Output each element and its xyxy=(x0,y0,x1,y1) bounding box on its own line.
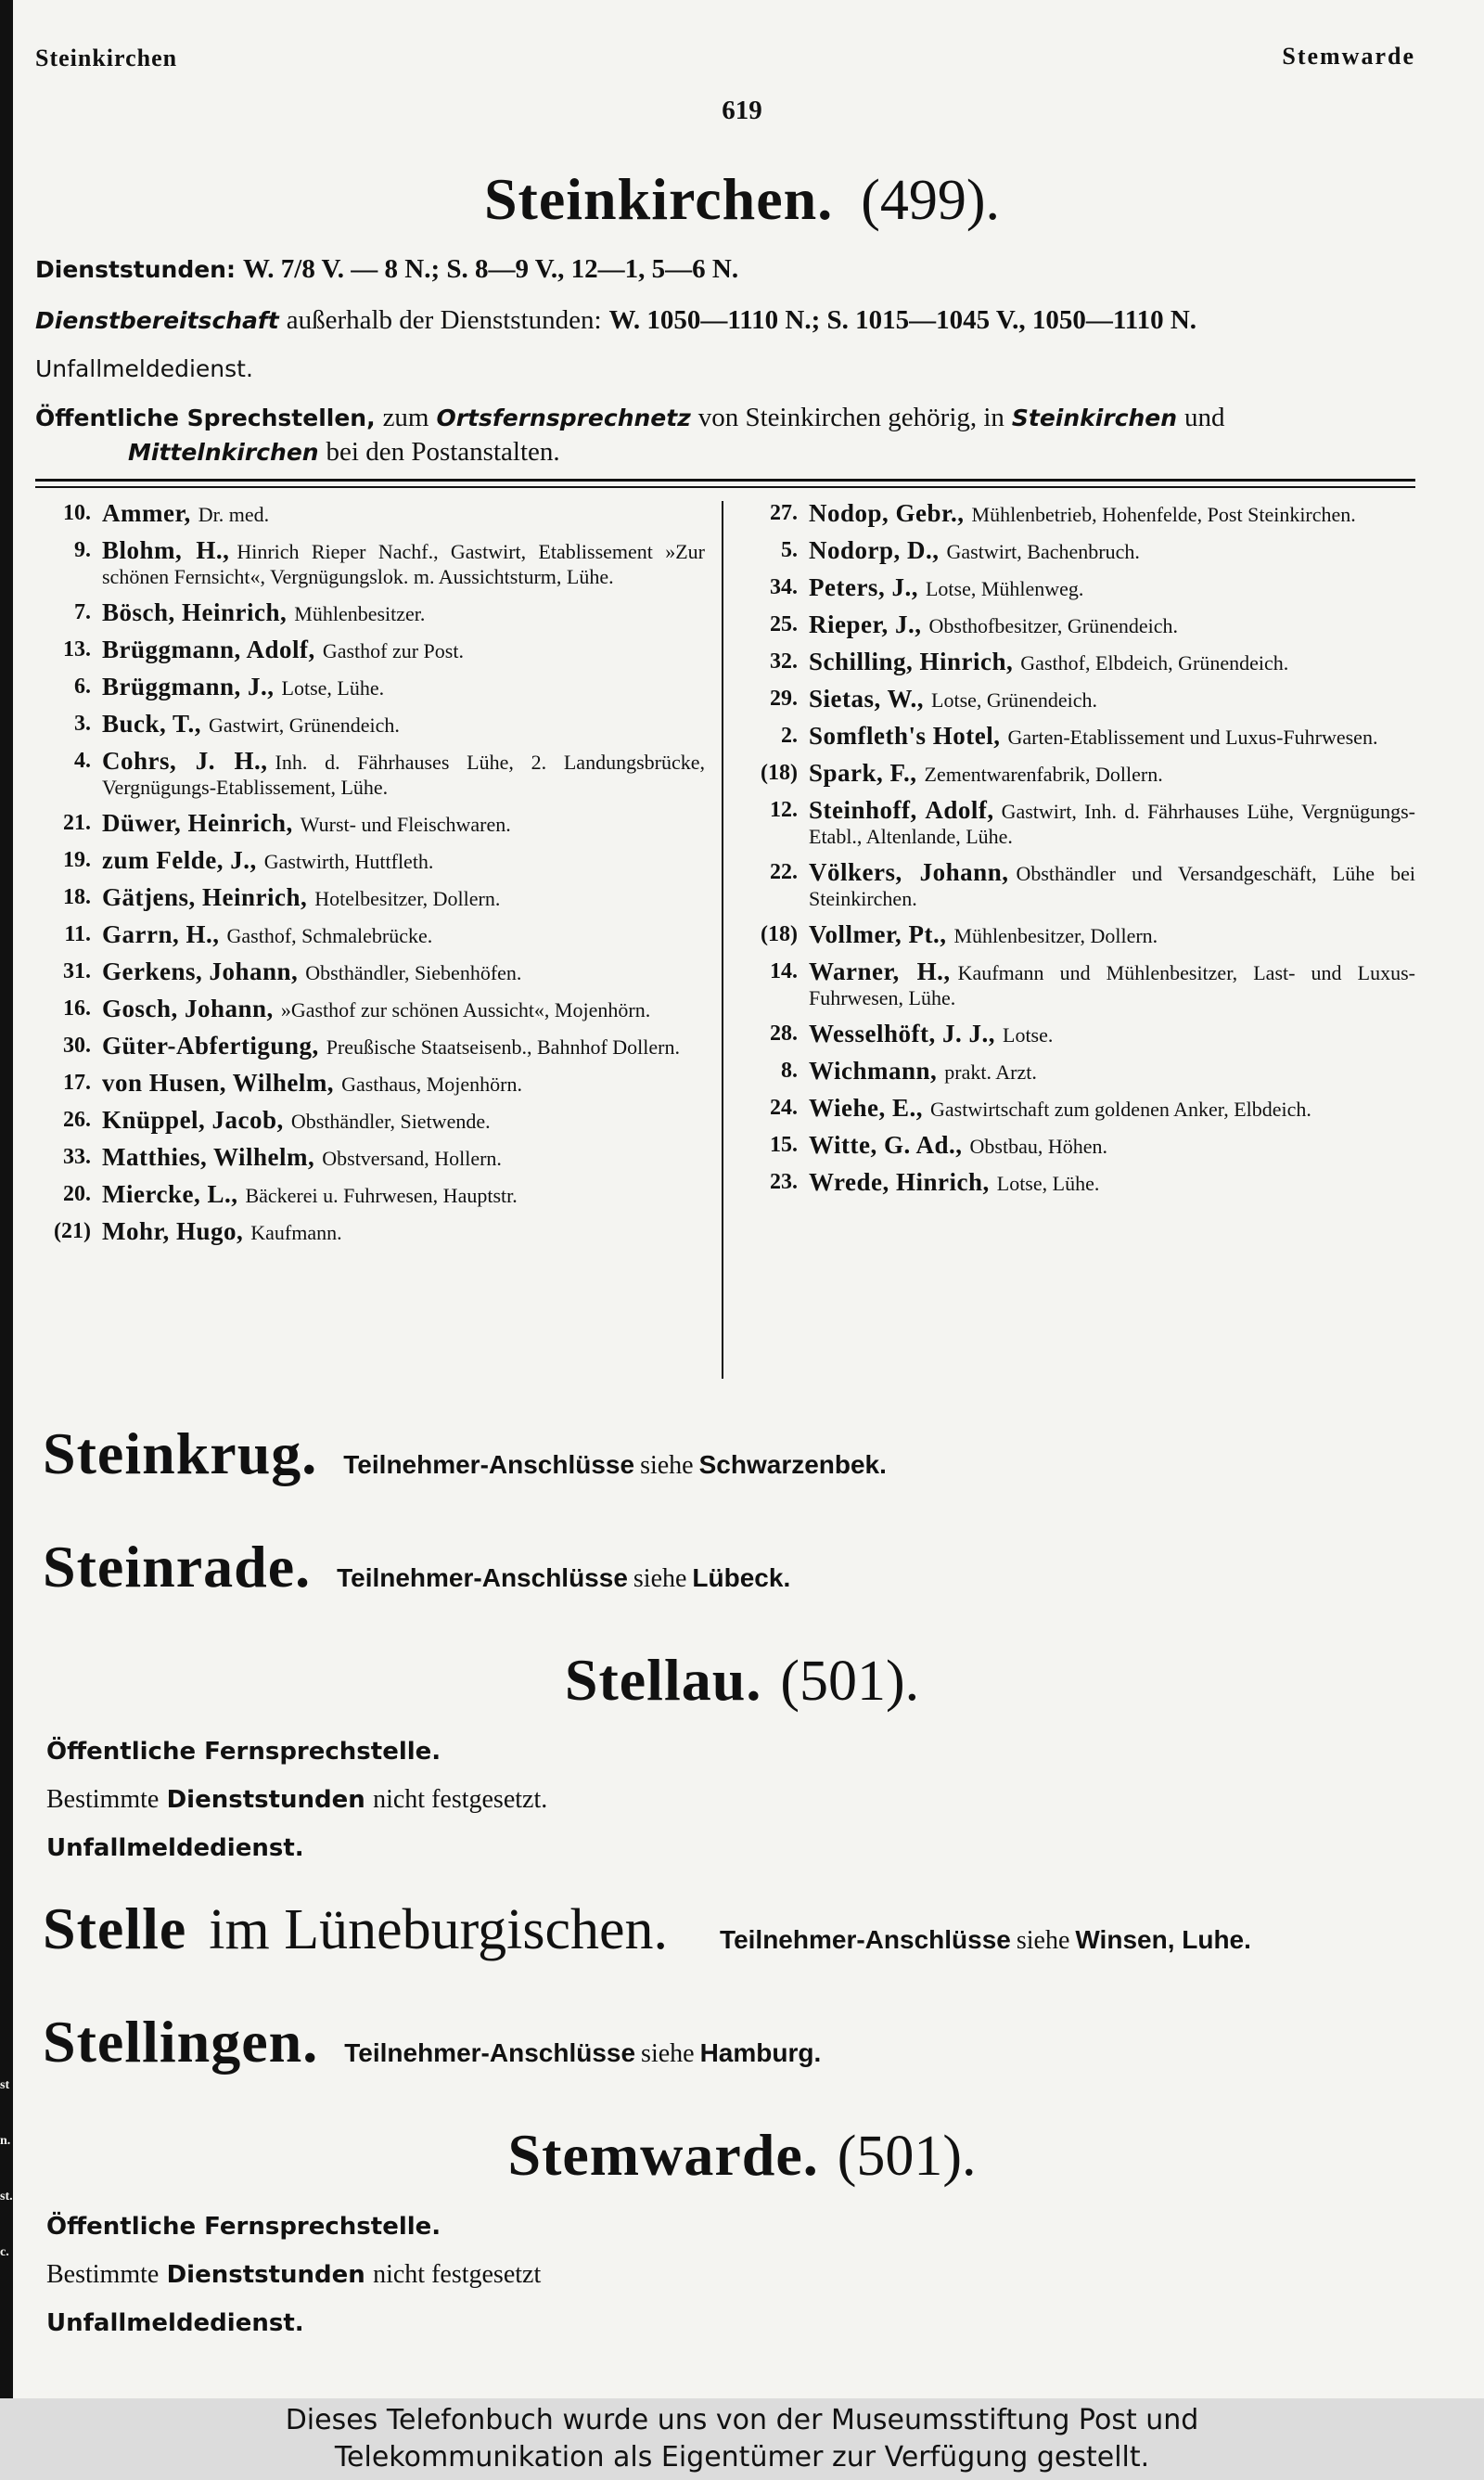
entry-description: Gastwirt, Bachenbruch. xyxy=(946,540,1140,563)
divider xyxy=(35,479,1415,482)
copyright-footer xyxy=(0,2398,1484,2480)
entry-description: Mühlenbetrieb, Hohenfelde, Post Steinkirchen. xyxy=(971,503,1356,526)
entry-description: Lotse, Lühe. xyxy=(996,1172,1100,1195)
entry-body xyxy=(102,600,705,626)
entry-description: Gasthaus, Mojenhörn. xyxy=(341,1073,522,1096)
reference-target: Schwarzenbek. xyxy=(698,1450,887,1479)
entry-description: Preußische Staatseisenb., Bahnhof Dollern. xyxy=(326,1035,680,1059)
sprech-label: Öffentliche Sprechstellen, xyxy=(35,405,376,431)
section-name: Stelle xyxy=(43,1895,187,1961)
entry-name: Wrede, Hinrich, xyxy=(809,1168,990,1196)
entry-number: 14. xyxy=(770,959,798,983)
entry-description: »Gasthof zur schönen Aussicht«, Mojenhörn. xyxy=(280,998,651,1022)
column-divider xyxy=(722,501,723,1379)
entry-description: Kaufmann. xyxy=(250,1221,342,1244)
entry-description: Bäckerei u. Fuhrwesen, Hauptstr. xyxy=(245,1184,518,1207)
sprech-place: Mittelnkirchen xyxy=(128,439,319,466)
sprech-text: und xyxy=(1184,403,1225,432)
section-title-stellau xyxy=(0,1646,1484,1715)
info-line: Öffentliche Fernsprechstelle. xyxy=(46,2213,441,2241)
entry-name: Nodop, Gebr., xyxy=(809,499,965,527)
entry-body xyxy=(102,848,705,874)
entry-body xyxy=(102,1071,705,1097)
sprech-ortsnetz: Ortsfernsprechnetz xyxy=(436,405,691,431)
list-item xyxy=(742,860,1415,911)
list-item xyxy=(742,575,1415,601)
entry-name: Vollmer, Pt., xyxy=(809,920,947,948)
entry-body xyxy=(102,996,705,1022)
section-name: Stemwarde. xyxy=(507,2122,819,2188)
bereitschaft-line xyxy=(35,303,1415,338)
entry-description: Gastwirth, Huttfleth. xyxy=(263,850,434,873)
sprech-text: zum xyxy=(382,403,429,432)
list-item xyxy=(35,1182,705,1208)
entry-name: Sietas, W., xyxy=(809,685,925,713)
list-item xyxy=(742,1096,1415,1122)
section-steinkrug xyxy=(43,1420,887,1488)
list-item xyxy=(35,959,705,985)
list-item xyxy=(742,1022,1415,1047)
reference-target: Hamburg. xyxy=(699,2038,822,2067)
entry-name: Peters, J., xyxy=(809,573,918,601)
info-line: Unfallmeldedienst. xyxy=(46,2309,304,2337)
entry-number: 27. xyxy=(770,501,798,525)
dienststunden-line xyxy=(35,252,1415,287)
entry-body xyxy=(809,1170,1415,1196)
entry-body xyxy=(809,649,1415,675)
entry-number: 34. xyxy=(770,575,798,599)
entry-name: Rieper, J., xyxy=(809,610,922,638)
sprech-text: von Steinkirchen gehörig, in xyxy=(697,403,1004,432)
entry-description: Obsthofbesitzer, Grünendeich. xyxy=(928,614,1179,637)
entry-number: 13. xyxy=(63,637,91,662)
running-header-left: Steinkirchen xyxy=(35,45,178,71)
footer-line: Telekommunikation als Eigentümer zur Verfügung gestellt. xyxy=(334,2441,1150,2474)
list-item xyxy=(742,1133,1415,1159)
entry-body xyxy=(102,811,705,837)
entry-name: Cohrs, J. H., xyxy=(102,747,268,775)
list-item xyxy=(742,1059,1415,1085)
entry-name: Spark, F., xyxy=(809,759,917,787)
entry-name: Miercke, L., xyxy=(102,1180,238,1208)
margin-fragment: st xyxy=(0,2078,10,2092)
entry-description: Garten-Etablissement und Luxus-Fuhrwesen. xyxy=(1007,726,1378,749)
entry-body xyxy=(102,712,705,738)
margin-fragment: st. xyxy=(0,2190,13,2204)
entry-number: 9. xyxy=(74,538,91,562)
entry-name: Wesselhöft, J. J., xyxy=(809,1020,995,1047)
entry-number: 28. xyxy=(770,1022,798,1046)
info-text: Dienststunden xyxy=(166,2261,365,2289)
entry-description: Gastwirt, Inh. d. Fährhauses Lühe, Vergnügungs-Etabl., Altenlande, Lühe. xyxy=(809,800,1415,848)
entry-number: (21) xyxy=(54,1219,91,1243)
list-item xyxy=(35,1108,705,1134)
entry-name: Düwer, Heinrich, xyxy=(102,809,293,837)
list-item xyxy=(35,1071,705,1097)
subscriber-list-right xyxy=(742,501,1415,1207)
entry-description: Dr. med. xyxy=(198,503,270,526)
entry-description: Obstversand, Hollern. xyxy=(322,1147,502,1170)
entry-name: von Husen, Wilhelm, xyxy=(102,1069,335,1097)
entry-number: 10. xyxy=(63,501,91,525)
entry-body xyxy=(809,501,1415,527)
entry-description: Obsthändler, Sietwende. xyxy=(290,1110,491,1133)
list-item xyxy=(35,1219,705,1245)
stemwarde-info xyxy=(46,2203,541,2347)
reference-label: Teilnehmer-Anschlüsse xyxy=(720,1925,1011,1954)
info-line xyxy=(46,2251,541,2299)
section-name: Stellingen. xyxy=(43,2009,319,2075)
list-item xyxy=(35,811,705,837)
entry-name: Knüppel, Jacob, xyxy=(102,1106,284,1134)
entry-number: 29. xyxy=(770,687,798,711)
entry-name: Ammer, xyxy=(102,499,191,527)
entry-name: Gätjens, Heinrich, xyxy=(102,883,308,911)
list-item xyxy=(35,538,705,589)
sprechstellen-note xyxy=(35,401,1415,469)
bereitschaft-times: W. 1050—1110 N.; S. 1015—1045 V., 1050—1110 N. xyxy=(608,305,1197,335)
entry-body xyxy=(809,724,1415,750)
entry-name: Gosch, Johann, xyxy=(102,995,274,1022)
entry-name: Warner, H., xyxy=(809,957,951,985)
dienststunden-times: W. 7/8 V. — 8 N.; S. 8—9 V., 12—1, 5—6 N. xyxy=(242,254,739,284)
list-item xyxy=(35,848,705,874)
list-item xyxy=(742,612,1415,638)
list-item xyxy=(35,922,705,948)
entry-body xyxy=(809,1133,1415,1159)
list-item xyxy=(742,761,1415,787)
entry-number: 5. xyxy=(781,538,798,562)
list-item xyxy=(35,749,705,800)
entry-name: Somfleth's Hotel, xyxy=(809,722,1001,750)
entry-name: Wichmann, xyxy=(809,1057,938,1085)
divider xyxy=(35,486,1415,488)
section-subtitle: im Lüneburgischen. xyxy=(209,1898,669,1961)
list-item xyxy=(742,922,1415,948)
entry-body xyxy=(809,538,1415,564)
section-title-stemwarde xyxy=(0,2121,1484,2190)
info-text: Bestimmte xyxy=(46,1785,160,1814)
stellau-info xyxy=(46,1728,547,1872)
reference-label: Teilnehmer-Anschlüsse xyxy=(344,2038,636,2067)
footer-line: Dieses Telefonbuch wurde uns von der Museumsstiftung Post und xyxy=(285,2404,1199,2436)
section-name: Steinkirchen. xyxy=(483,166,834,232)
entry-number: 19. xyxy=(63,848,91,872)
info-text: Dienststunden xyxy=(166,1786,365,1814)
entry-name: Matthies, Wilhelm, xyxy=(102,1143,315,1171)
section-stellingen xyxy=(43,2008,821,2076)
section-name: Steinkrug. xyxy=(43,1420,318,1486)
reference-target: Winsen, Luhe. xyxy=(1075,1925,1251,1954)
entry-description: Obsthändler, Siebenhöfen. xyxy=(305,961,522,984)
list-item xyxy=(742,649,1415,675)
list-item xyxy=(35,1034,705,1060)
entry-name: Schilling, Hinrich, xyxy=(809,648,1014,675)
unfallmeldedienst: Unfallmeldedienst. xyxy=(35,355,253,382)
sprech-place: Steinkirchen xyxy=(1011,405,1178,431)
reference-target: Lübeck. xyxy=(692,1563,791,1592)
entry-number: 12. xyxy=(770,798,798,822)
list-item xyxy=(35,600,705,626)
info-text: nicht festgesetzt xyxy=(373,2260,542,2289)
entry-number: 22. xyxy=(770,860,798,884)
list-item xyxy=(742,959,1415,1010)
entry-body xyxy=(102,1182,705,1208)
subscriber-list-left xyxy=(35,501,705,1256)
entry-name: Blohm, H., xyxy=(102,536,230,564)
entry-name: Steinhoff, Adolf, xyxy=(809,796,994,824)
section-name: Steinrade. xyxy=(43,1534,312,1600)
list-item xyxy=(742,538,1415,564)
entry-body xyxy=(809,922,1415,948)
entry-description: Zementwarenfabrik, Dollern. xyxy=(924,763,1163,786)
list-item xyxy=(35,885,705,911)
entry-number: 7. xyxy=(74,600,91,624)
section-title-steinkirchen xyxy=(0,165,1484,234)
list-item xyxy=(35,1145,705,1171)
entry-number: 11. xyxy=(64,922,91,946)
section-steinrade xyxy=(43,1533,790,1601)
margin-fragment: n. xyxy=(0,2134,11,2148)
margin-fragments xyxy=(0,2078,13,2301)
entry-name: Bösch, Heinrich, xyxy=(102,598,288,626)
entry-name: Brüggmann, J., xyxy=(102,673,275,700)
reference-siehe: siehe xyxy=(640,1451,694,1480)
entry-body xyxy=(809,687,1415,713)
entry-number: (18) xyxy=(761,761,798,785)
entry-body xyxy=(102,538,705,589)
entry-number: 21. xyxy=(63,811,91,835)
entry-description: Gasthof, Schmalebrücke. xyxy=(226,924,433,947)
reference-label: Teilnehmer-Anschlüsse xyxy=(343,1450,635,1479)
info-text: Bestimmte xyxy=(46,2260,160,2289)
entry-number: 32. xyxy=(770,649,798,674)
entry-number: 18. xyxy=(63,885,91,909)
section-number: (501). xyxy=(780,1650,920,1713)
entry-body xyxy=(102,1145,705,1171)
entry-number: 30. xyxy=(63,1034,91,1058)
entry-description: Wurst- und Fleischwaren. xyxy=(300,813,511,836)
entry-body xyxy=(102,749,705,800)
list-item xyxy=(742,687,1415,713)
list-item xyxy=(742,1170,1415,1196)
entry-body xyxy=(102,675,705,700)
entry-body xyxy=(102,959,705,985)
entry-number: 24. xyxy=(770,1096,798,1120)
entry-body xyxy=(809,761,1415,787)
entry-body xyxy=(809,1059,1415,1085)
page-number: 619 xyxy=(722,96,762,125)
entry-name: Völkers, Johann, xyxy=(809,858,1009,886)
entry-description: Hinrich Rieper Nachf., Gastwirt, Etablissement »Zur schönen Fernsicht«, Vergnügungslok. m. Aussichtsturm, Lühe. xyxy=(102,540,705,588)
entry-name: Garrn, H., xyxy=(102,920,220,948)
entry-body xyxy=(809,612,1415,638)
entry-name: Mohr, Hugo, xyxy=(102,1217,244,1245)
entry-number: 2. xyxy=(781,724,798,748)
entry-description: Obsthändler und Versandgeschäft, Lühe bei Steinkirchen. xyxy=(809,862,1416,910)
entry-description: Kaufmann und Mühlenbesitzer, Last- und Luxus-Fuhrwesen, Lühe. xyxy=(809,961,1415,1009)
entry-description: Mühlenbesitzer, Dollern. xyxy=(953,924,1158,947)
entry-description: Lotse, Mühlenweg. xyxy=(925,577,1084,600)
entry-description: Gasthof zur Post. xyxy=(322,639,464,662)
list-item xyxy=(35,712,705,738)
entry-body xyxy=(102,1034,705,1060)
entry-name: Brüggmann, Adolf, xyxy=(102,636,315,663)
section-number: (499). xyxy=(861,169,1001,232)
reference-label: Teilnehmer-Anschlüsse xyxy=(337,1563,628,1592)
reference-siehe: siehe xyxy=(641,2039,695,2068)
entry-description: Hotelbesitzer, Dollern. xyxy=(314,887,501,910)
entry-number: (18) xyxy=(761,922,798,946)
entry-description: Gastwirt, Grünendeich. xyxy=(209,713,400,737)
entry-number: 31. xyxy=(63,959,91,983)
list-item xyxy=(35,637,705,663)
list-item xyxy=(742,724,1415,750)
entry-body xyxy=(809,1096,1415,1122)
entry-description: Gastwirtschaft zum goldenen Anker, Elbdeich. xyxy=(930,1098,1311,1121)
entry-number: 15. xyxy=(770,1133,798,1157)
entry-body xyxy=(102,1108,705,1134)
entry-body xyxy=(809,860,1415,911)
dienststunden-label: Dienststunden: xyxy=(35,256,236,283)
entry-name: Buck, T., xyxy=(102,710,202,738)
info-line: Öffentliche Fernsprechstelle. xyxy=(46,1738,441,1766)
info-text: nicht festgesetzt. xyxy=(373,1785,548,1814)
entry-description: prakt. Arzt. xyxy=(944,1060,1037,1084)
entry-number: 3. xyxy=(74,712,91,736)
entry-name: Witte, G. Ad., xyxy=(809,1131,963,1159)
entry-body xyxy=(102,885,705,911)
entry-body xyxy=(809,798,1415,849)
entry-number: 20. xyxy=(63,1182,91,1206)
entry-body xyxy=(102,501,705,527)
list-item xyxy=(742,798,1415,849)
entry-description: Lotse, Grünendeich. xyxy=(931,688,1098,712)
entry-description: Lotse. xyxy=(1003,1023,1054,1047)
list-item xyxy=(35,996,705,1022)
list-item xyxy=(35,675,705,700)
entry-name: Güter-Abfertigung, xyxy=(102,1032,319,1060)
entry-name: Gerkens, Johann, xyxy=(102,957,299,985)
list-item xyxy=(35,501,705,527)
entry-number: 17. xyxy=(63,1071,91,1095)
sprech-text: bei den Postanstalten. xyxy=(326,437,560,467)
entry-number: 16. xyxy=(63,996,91,1021)
reference-siehe: siehe xyxy=(633,1564,687,1593)
running-header-right: Stemwarde xyxy=(1282,43,1415,70)
entry-number: 33. xyxy=(63,1145,91,1169)
entry-number: 25. xyxy=(770,612,798,636)
entry-name: Nodorp, D., xyxy=(809,536,940,564)
entry-number: 23. xyxy=(770,1170,798,1194)
scan-edge xyxy=(0,0,13,2398)
entry-description: Mühlenbesitzer. xyxy=(294,602,426,625)
section-stelle xyxy=(43,1895,1251,1963)
bereitschaft-label: Dienstbereitschaft xyxy=(35,307,279,334)
info-line: Unfallmeldedienst. xyxy=(46,1834,304,1862)
list-item xyxy=(742,501,1415,527)
section-number: (501). xyxy=(837,2125,977,2188)
entry-name: Wiehe, E., xyxy=(809,1094,924,1122)
section-name: Stellau. xyxy=(564,1647,762,1713)
entry-body xyxy=(809,1022,1415,1047)
entry-body xyxy=(102,1219,705,1245)
entry-name: zum Felde, J., xyxy=(102,846,257,874)
entry-body xyxy=(809,959,1415,1010)
entry-body xyxy=(102,637,705,663)
entry-number: 26. xyxy=(63,1108,91,1132)
entry-description: Inh. d. Fährhauses Lühe, 2. Landungsbrücke, Vergnügungs-Etablissement, Lühe. xyxy=(102,751,705,799)
entry-description: Gasthof, Elbdeich, Grünendeich. xyxy=(1020,651,1289,675)
entry-description: Obstbau, Höhen. xyxy=(969,1135,1107,1158)
entry-number: 4. xyxy=(74,749,91,773)
entry-number: 8. xyxy=(781,1059,798,1083)
entry-body xyxy=(102,922,705,948)
info-line xyxy=(46,1776,547,1824)
entry-description: Lotse, Lühe. xyxy=(281,676,385,700)
reference-siehe: siehe xyxy=(1016,1926,1070,1955)
entry-body xyxy=(809,575,1415,601)
entry-number: 6. xyxy=(74,675,91,699)
bereitschaft-text: außerhalb der Dienststunden: xyxy=(286,305,602,335)
margin-fragment: c. xyxy=(0,2245,9,2259)
